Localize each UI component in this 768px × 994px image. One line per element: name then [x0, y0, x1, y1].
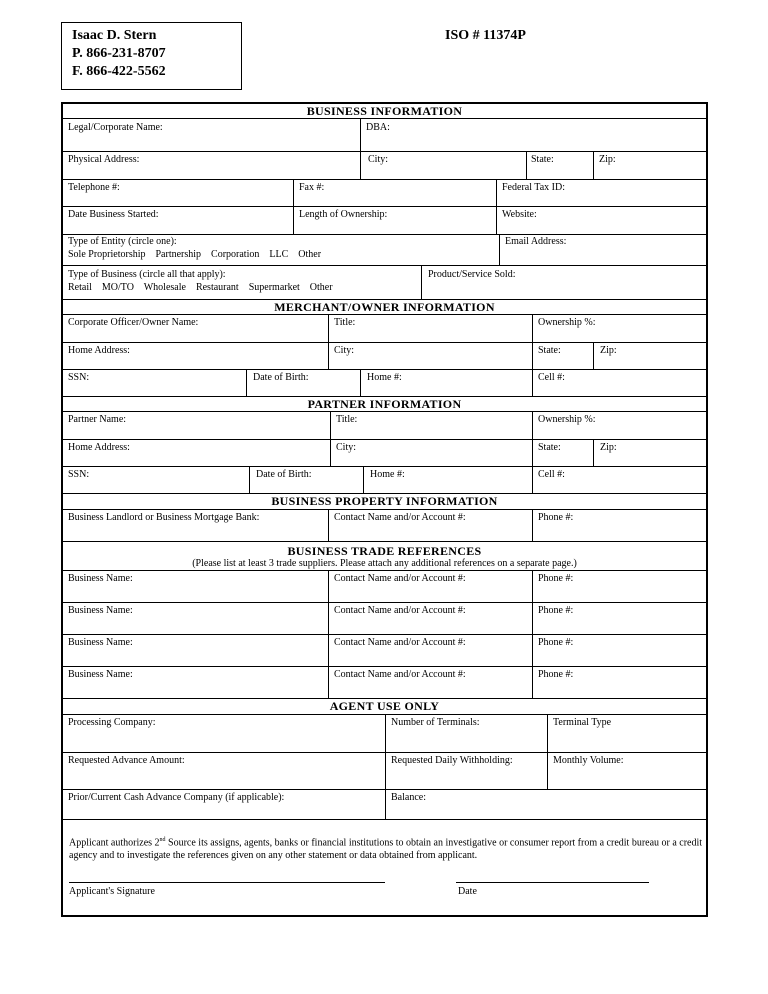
- col-divider: [532, 411, 533, 493]
- city-field[interactable]: City:: [368, 154, 389, 165]
- state-field[interactable]: State:: [531, 154, 554, 165]
- partner-ownership-field[interactable]: Ownership %:: [538, 414, 596, 425]
- row-divider: [63, 342, 706, 343]
- website-field[interactable]: Website:: [502, 209, 537, 220]
- entity-type-label: Type of Entity (circle one):: [68, 236, 177, 247]
- col-divider: [330, 411, 331, 466]
- date-started-field[interactable]: Date Business Started:: [68, 209, 159, 220]
- owner-home-phone-field[interactable]: Home #:: [367, 372, 402, 383]
- section-heading-trade-refs: BUSINESS TRADE REFERENCES: [287, 544, 482, 558]
- trade-ref-4-business-field[interactable]: Business Name:: [68, 669, 133, 680]
- trade-ref-1-contact-field[interactable]: Contact Name and/or Account #:: [334, 573, 466, 584]
- section-heading-partner: PARTNER INFORMATION: [307, 397, 462, 411]
- col-divider: [532, 570, 533, 698]
- col-divider: [363, 466, 364, 493]
- entity-type-options[interactable]: Sole Proprietorship Partnership Corporation LLC Other: [68, 249, 322, 260]
- contact-name: Isaac D. Stern: [72, 28, 157, 43]
- trade-ref-2-phone-field[interactable]: Phone #:: [538, 605, 574, 616]
- trade-ref-3-phone-field[interactable]: Phone #:: [538, 637, 574, 648]
- property-phone-field[interactable]: Phone #:: [538, 512, 574, 523]
- email-field[interactable]: Email Address:: [505, 236, 567, 247]
- trade-ref-1-phone-field[interactable]: Phone #:: [538, 573, 574, 584]
- owner-ownership-field[interactable]: Ownership %:: [538, 317, 596, 328]
- partner-city-field[interactable]: City:: [336, 442, 357, 453]
- trade-ref-2-business-field[interactable]: Business Name:: [68, 605, 133, 616]
- dba-field[interactable]: DBA:: [366, 122, 390, 133]
- row-divider: [63, 466, 706, 467]
- owner-home-address-field[interactable]: Home Address:: [68, 345, 130, 356]
- col-divider: [547, 714, 548, 789]
- length-ownership-field[interactable]: Length of Ownership:: [299, 209, 388, 220]
- signature-line[interactable]: [69, 882, 385, 883]
- processing-company-field[interactable]: Processing Company:: [68, 717, 156, 728]
- partner-home-phone-field[interactable]: Home #:: [370, 469, 405, 480]
- row-divider: [63, 570, 706, 571]
- owner-title-field[interactable]: Title:: [334, 317, 356, 328]
- col-divider: [593, 151, 594, 179]
- partner-dob-field[interactable]: Date of Birth:: [256, 469, 312, 480]
- partner-title-field[interactable]: Title:: [336, 414, 358, 425]
- col-divider: [593, 439, 594, 466]
- col-divider: [246, 369, 247, 396]
- col-divider: [496, 179, 497, 234]
- row-divider: [63, 151, 706, 152]
- product-service-field[interactable]: Product/Service Sold:: [428, 269, 516, 280]
- authorization-text-start: Applicant authorizes 2: [69, 837, 160, 849]
- partner-ssn-field[interactable]: SSN:: [68, 469, 90, 480]
- trade-ref-3-business-field[interactable]: Business Name:: [68, 637, 133, 648]
- row-divider: [63, 118, 706, 119]
- contact-phone: P. 866-231-8707: [72, 46, 166, 61]
- owner-state-field[interactable]: State:: [538, 345, 561, 356]
- trade-ref-1-business-field[interactable]: Business Name:: [68, 573, 133, 584]
- business-type-label: Type of Business (circle all that apply):: [68, 269, 226, 280]
- col-divider: [499, 234, 500, 265]
- signature-label: Applicant's Signature: [69, 886, 155, 897]
- owner-dob-field[interactable]: Date of Birth:: [253, 372, 309, 383]
- trade-refs-note: (Please list at least 3 trade suppliers. Please attach any additional references on a separate page.): [192, 558, 577, 569]
- col-divider: [328, 570, 329, 698]
- date-line[interactable]: [456, 882, 649, 883]
- col-divider: [360, 369, 361, 396]
- owner-cell-field[interactable]: Cell #:: [538, 372, 565, 383]
- business-type-options[interactable]: Retail MO/TO Wholesale Restaurant Supermarket Other: [68, 282, 333, 293]
- row-divider: [63, 265, 706, 266]
- col-divider: [385, 714, 386, 819]
- partner-state-field[interactable]: State:: [538, 442, 561, 453]
- section-heading-business-info: BUSINESS INFORMATION: [306, 104, 463, 118]
- daily-withholding-field[interactable]: Requested Daily Withholding:: [391, 755, 513, 766]
- trade-ref-4-phone-field[interactable]: Phone #:: [538, 669, 574, 680]
- partner-cell-field[interactable]: Cell #:: [538, 469, 565, 480]
- row-divider: [63, 314, 706, 315]
- col-divider: [360, 118, 361, 179]
- telephone-field[interactable]: Telephone #:: [68, 182, 120, 193]
- num-terminals-field[interactable]: Number of Terminals:: [391, 717, 480, 728]
- row-divider: [63, 206, 706, 207]
- property-contact-field[interactable]: Contact Name and/or Account #:: [334, 512, 466, 523]
- row-divider: [63, 411, 706, 412]
- contact-box: [61, 22, 242, 90]
- application-form: [61, 102, 708, 917]
- col-divider: [593, 342, 594, 369]
- advance-amount-field[interactable]: Requested Advance Amount:: [68, 755, 185, 766]
- section-heading-property: BUSINESS PROPERTY INFORMATION: [271, 494, 498, 508]
- prior-company-field[interactable]: Prior/Current Cash Advance Company (if applicable):: [68, 792, 285, 803]
- owner-zip-field[interactable]: Zip:: [600, 345, 617, 356]
- zip-field[interactable]: Zip:: [599, 154, 616, 165]
- landlord-field[interactable]: Business Landlord or Business Mortgage Bank:: [68, 512, 260, 523]
- row-divider: [63, 179, 706, 180]
- section-heading-agent: AGENT USE ONLY: [329, 699, 440, 713]
- col-divider: [328, 314, 329, 369]
- row-divider: [63, 369, 706, 370]
- physical-address-field[interactable]: Physical Address:: [68, 154, 140, 165]
- owner-city-field[interactable]: City:: [334, 345, 355, 356]
- trade-ref-4-contact-field[interactable]: Contact Name and/or Account #:: [334, 669, 466, 680]
- authorization-text-end: Source its assigns, agents, banks or financial institutions to obtain an investigative or consumer report from a credit bureau or a credit agency and to investigate the references given on any other statement or data obtained from applicant.: [69, 837, 703, 862]
- col-divider: [421, 265, 422, 299]
- col-divider: [328, 509, 329, 541]
- col-divider: [532, 314, 533, 396]
- iso-number: ISO # 11374P: [445, 28, 526, 43]
- col-divider: [526, 151, 527, 179]
- col-divider: [293, 179, 294, 234]
- date-label: Date: [458, 886, 477, 897]
- row-divider: [63, 541, 706, 542]
- monthly-volume-field[interactable]: Monthly Volume:: [553, 755, 624, 766]
- federal-tax-id-field[interactable]: Federal Tax ID:: [502, 182, 565, 193]
- partner-name-field[interactable]: Partner Name:: [68, 414, 127, 425]
- fax-field[interactable]: Fax #:: [299, 182, 325, 193]
- authorization-superscript: nd: [159, 837, 166, 843]
- row-divider: [63, 602, 706, 603]
- col-divider: [249, 466, 250, 493]
- row-divider: [63, 666, 706, 667]
- trade-ref-3-contact-field[interactable]: Contact Name and/or Account #:: [334, 637, 466, 648]
- row-divider: [63, 819, 706, 820]
- row-divider: [63, 439, 706, 440]
- row-divider: [63, 634, 706, 635]
- section-heading-merchant: MERCHANT/OWNER INFORMATION: [274, 300, 495, 314]
- legal-name-field[interactable]: Legal/Corporate Name:: [68, 122, 163, 133]
- contact-fax: F. 866-422-5562: [72, 64, 166, 79]
- terminal-type-field[interactable]: Terminal Type: [553, 717, 612, 728]
- partner-home-address-field[interactable]: Home Address:: [68, 442, 130, 453]
- authorization-text: [69, 834, 704, 862]
- row-divider: [63, 234, 706, 235]
- row-divider: [63, 509, 706, 510]
- owner-ssn-field[interactable]: SSN:: [68, 372, 90, 383]
- balance-field[interactable]: Balance:: [391, 792, 426, 803]
- officer-name-field[interactable]: Corporate Officer/Owner Name:: [68, 317, 199, 328]
- trade-ref-2-contact-field[interactable]: Contact Name and/or Account #:: [334, 605, 466, 616]
- col-divider: [532, 509, 533, 541]
- partner-zip-field[interactable]: Zip:: [600, 442, 617, 453]
